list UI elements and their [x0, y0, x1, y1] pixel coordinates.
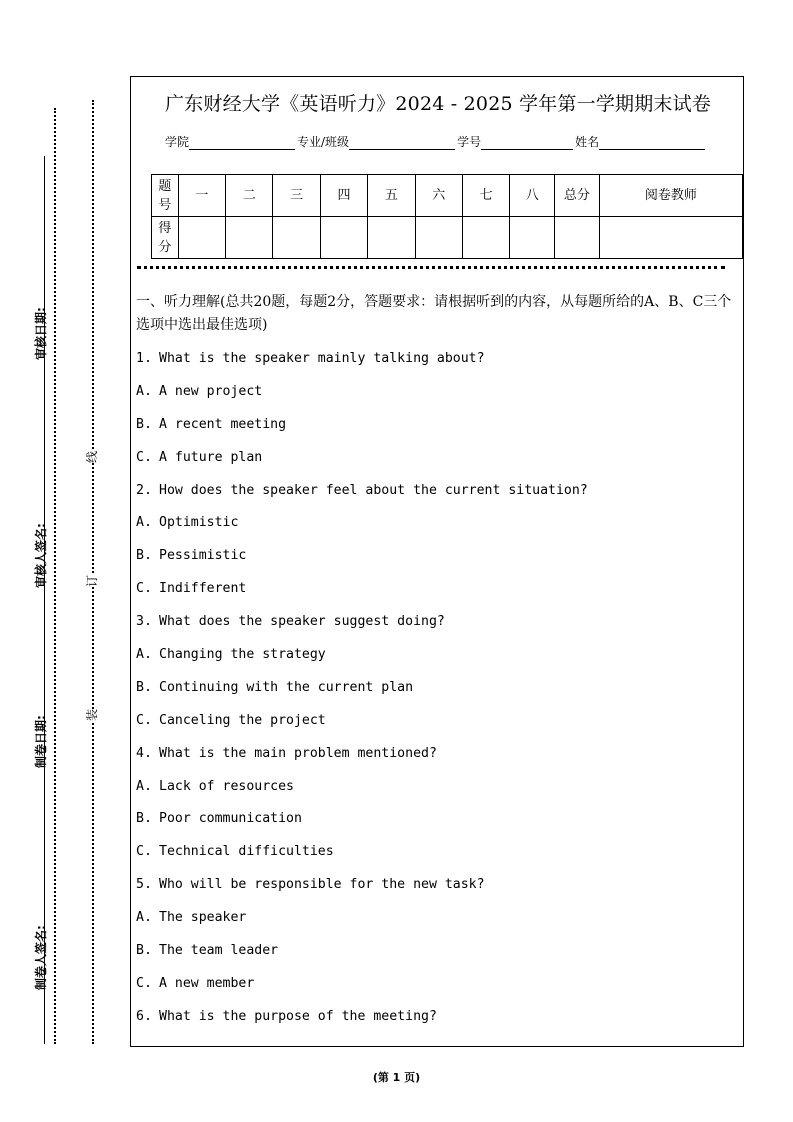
option-item	[136, 409, 744, 442]
section-intro: 一、听力理解(总共20题，每题2分，答题要求：请根据听到的内容，从每题所给的A、B、C三个选项中选出最佳选项)	[136, 294, 732, 333]
college-field[interactable]	[189, 135, 295, 150]
score-cell[interactable]	[462, 217, 509, 259]
item-marker: 2.	[136, 482, 152, 498]
item-marker: C.	[136, 581, 152, 597]
item-marker: 4.	[136, 745, 152, 761]
item-marker: C.	[136, 449, 152, 465]
question-item	[136, 606, 744, 639]
item-marker: A.	[136, 515, 152, 531]
option-item	[136, 540, 744, 573]
student-info-row	[165, 133, 707, 150]
score-cell[interactable]	[368, 217, 415, 259]
dotted-guide-inner	[92, 100, 94, 1044]
author-date-label: 制卷日期:	[34, 715, 48, 768]
option-item	[136, 935, 744, 968]
author-signature-label: 制卷人签名:	[34, 925, 48, 990]
score-cell[interactable]	[510, 217, 555, 259]
score-cell[interactable]	[320, 217, 367, 259]
item-text: A new member	[159, 975, 255, 991]
item-text: What is the speaker mainly talking about?	[159, 351, 485, 366]
major-class-field[interactable]	[349, 135, 455, 150]
item-text: Optimistic	[159, 515, 239, 531]
dotted-guide-outer	[54, 108, 56, 1044]
score-col-6: 六	[415, 175, 462, 217]
question-item	[136, 1001, 744, 1034]
name-field[interactable]	[599, 135, 705, 150]
item-marker: 1.	[136, 351, 152, 366]
binding-char-line: 线	[85, 450, 100, 464]
item-text: Pessimistic	[159, 548, 247, 564]
item-marker: A.	[136, 647, 152, 663]
option-item	[136, 507, 744, 540]
option-item	[136, 902, 744, 935]
item-text: A new project	[159, 383, 263, 399]
exam-frame	[130, 76, 744, 1047]
item-text: A recent meeting	[159, 416, 287, 432]
item-text: Continuing with the current plan	[159, 679, 414, 695]
item-text: Changing the strategy	[159, 647, 326, 663]
reviewer-cell[interactable]	[599, 217, 742, 259]
item-marker: B.	[136, 548, 152, 564]
item-marker: A.	[136, 383, 152, 399]
question-item	[136, 343, 744, 376]
score-col-1: 一	[178, 175, 225, 217]
student-id-label: 学号	[457, 135, 482, 149]
question-item	[136, 475, 744, 508]
question-number-header: 题号	[152, 175, 179, 217]
item-text: Canceling the project	[159, 712, 326, 728]
college-label: 学院	[165, 135, 190, 149]
score-col-4: 四	[320, 175, 367, 217]
option-item	[136, 672, 744, 705]
dotted-separator	[137, 266, 725, 269]
score-col-2: 二	[226, 175, 273, 217]
score-cell[interactable]	[273, 217, 320, 259]
item-text: What does the speaker suggest doing?	[159, 614, 445, 630]
binding-char-pack: 装	[85, 708, 100, 722]
item-marker: 3.	[136, 614, 152, 630]
item-marker: A.	[136, 910, 152, 926]
score-cell[interactable]	[178, 217, 225, 259]
item-text: What is the purpose of the meeting?	[159, 1008, 437, 1024]
option-item	[136, 639, 744, 672]
option-item	[136, 836, 744, 869]
option-item	[136, 705, 744, 738]
item-marker: C.	[136, 975, 152, 991]
review-date-label: 审核日期:	[34, 307, 48, 360]
score-col-5: 五	[368, 175, 415, 217]
item-marker: C.	[136, 712, 152, 728]
option-item	[136, 376, 744, 409]
student-id-field[interactable]	[481, 135, 573, 150]
score-col-total: 总分	[555, 175, 600, 217]
score-col-3: 三	[273, 175, 320, 217]
item-text: A future plan	[159, 449, 263, 465]
question-item	[136, 869, 744, 902]
option-item	[136, 803, 744, 836]
item-text: Who will be responsible for the new task?	[159, 877, 485, 893]
score-cell[interactable]	[226, 217, 273, 259]
score-cell-total[interactable]	[555, 217, 600, 259]
item-text: What is the main problem mentioned?	[159, 745, 437, 761]
score-table	[151, 174, 743, 259]
score-row-header: 得分	[152, 217, 179, 259]
reviewer-signature-label: 审核人签名:	[34, 523, 48, 588]
item-marker: B.	[136, 679, 152, 695]
score-col-8: 八	[510, 175, 555, 217]
item-text: Indifferent	[159, 581, 247, 597]
reviewer-header: 阅卷教师	[599, 175, 742, 217]
score-col-7: 七	[462, 175, 509, 217]
question-item	[136, 738, 744, 771]
page-number: (第 1 页)	[372, 1071, 421, 1084]
item-marker: B.	[136, 416, 152, 432]
item-marker: A.	[136, 778, 152, 794]
item-text: The speaker	[159, 910, 247, 926]
item-text: How does the speaker feel about the current situation?	[159, 482, 588, 498]
option-item	[136, 771, 744, 804]
item-marker: B.	[136, 943, 152, 959]
item-text: Poor communication	[159, 811, 302, 827]
option-item	[136, 442, 744, 475]
question-list	[136, 343, 744, 1034]
item-text: Technical difficulties	[159, 844, 334, 860]
option-item	[136, 573, 744, 606]
option-item	[136, 968, 744, 1001]
major-class-label: 专业/班级	[297, 135, 350, 149]
item-marker: C.	[136, 844, 152, 860]
item-text: Lack of resources	[159, 778, 294, 794]
question-section	[136, 291, 744, 1034]
binding-char-bind: 订	[85, 574, 100, 588]
score-cell[interactable]	[415, 217, 462, 259]
exam-title: 广东财经大学《英语听力》2024 - 2025 学年第一学期期末试卷	[164, 93, 712, 115]
binding-line	[44, 156, 45, 1044]
item-text: The team leader	[159, 943, 279, 959]
name-label: 姓名	[575, 135, 600, 149]
item-marker: 5.	[136, 877, 152, 893]
item-marker: 6.	[136, 1008, 152, 1024]
item-marker: B.	[136, 811, 152, 827]
